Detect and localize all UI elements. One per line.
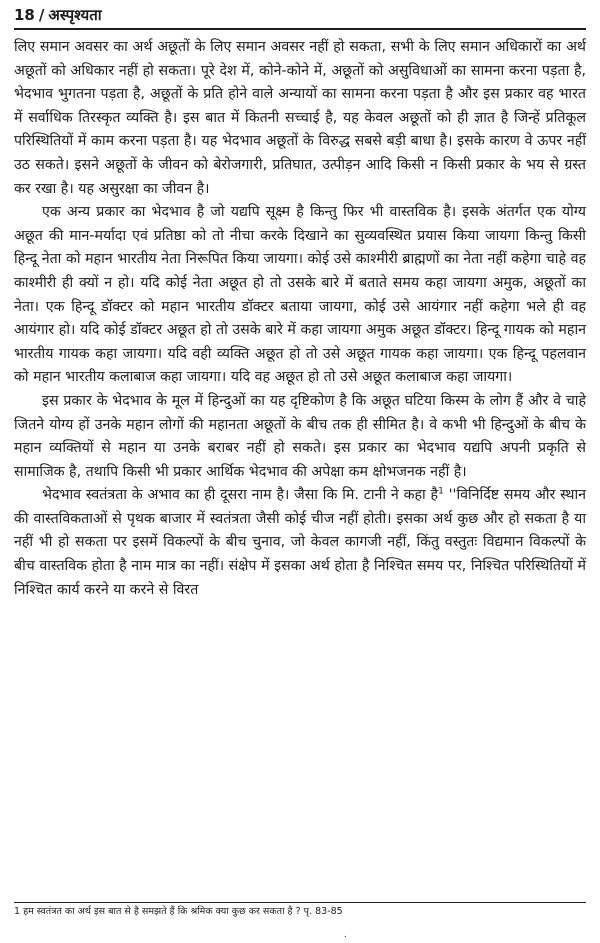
running-title: अस्पृश्यता bbox=[48, 6, 102, 24]
header-rule bbox=[14, 28, 586, 30]
footnote-rule bbox=[14, 902, 586, 903]
paragraph-4 bbox=[14, 484, 586, 602]
running-head bbox=[14, 4, 586, 26]
page-mark: . bbox=[344, 930, 347, 940]
body-text bbox=[14, 36, 586, 602]
header-separator: / bbox=[38, 6, 45, 24]
paragraph-1: लिए समान अवसर का अर्थ अछूतों के लिए समान अवसर नहीं हो सकता, सभी के लिए समान अधिकारों का अर्थ अछूतों को अधिकार नहीं हो सकता। पूरे देश में, कोने-कोने में, अछूतों को असुविधाओं का सामना करना पड़ता है, भेदभाव भुगतना पड़ता है, अछूतों के प्रति होने वाले अन्यायों का सामना करना पड़ता है और इस प्रकार वह भारत में सर्वाधिक तिरस्कृत व्यक्ति है। इस बात में कितनी सच्चाई है, यह केवल अछूतों को ही ज्ञात है जिन्हें प्रतिकूल परिस्थितियों में काम करना पड़ता है। यह भेदभाव अछूतों के विरुद्ध सबसे बड़ी बाधा है। इसके कारण वे ऊपर नहीं उठ सकते। इसने अछूतों के जीवन को बेरोजगारी, प्रतिघात, उत्पीड़न आदि किसी न किसी प्रकार के भय से ग्रस्त कर रखा है। यह असुरक्षा का जीवन है। bbox=[14, 39, 586, 197]
paragraph-3: इस प्रकार के भेदभाव के मूल में हिन्दुओं का यह दृष्टिकोण है कि अछूत घटिया किस्म के लोग हैं और वे चाहे जितने योग्य हों उनके महान लोगों की महानता अछूतों के बीच तक ही सीमित है। वे कभी भी हिन्दुओं के बीच के महान व्यक्तियों से महान या उनके बराबर नहीं हो सकते। इस प्रकार का भेदभाव यद्यपि अपनी प्रकृति से सामाजिक है, तथापि किसी भी प्रकार आर्थिक भेदभाव की अपेक्षा कम क्षोभजनक नहीं है। bbox=[14, 392, 586, 480]
paragraph-4-start: भेदभाव स्वतंत्रता के अभाव का ही दूसरा नाम है। जैसा कि मि. टानी ने कहा है bbox=[42, 487, 439, 504]
paragraph-2: एक अन्य प्रकार का भेदभाव है जो यद्यपि सूक्ष्म है किन्तु फिर भी वास्तविक है। इसके अंतर्गत एक योग्य अछूत की मान-मर्यादा एवं प्रतिष्ठा को तो नीचा करके दिखाने का सुव्यवस्थित प्रयास किया जायगा किन्तु किसी हिन्दू नेता को महान भारतीय नेता निरूपित किया जायगा। कोई उसे काश्मीरी ब्राह्मणों का नेता नहीं कहेगा चाहे वह काश्मीरी ही क्यों न हो। यदि कोई नेता अछूत हो तो उसके बारे में बताते समय कहा जायगा अमुक, अछूतों का नेता। एक हिन्दू डॉक्टर को महान भारतीय डॉक्टर बताया जायगा, कोई उसे आयंगार नहीं कहेगा भले ही वह आयंगार हो। यदि कोई डॉक्टर अछूत हो तो उसके बारे में कहा जायगा अमुक अछूत डॉक्टर। हिन्दू गायक को महान भारतीय गायक कहा जायगा। यदि वही व्यक्ति अछूत हो तो उसे अछूत गायक कहा जायगा। एक हिन्दू पहलवान को महान भारतीय कलाबाज कहा जायगा। यदि वह अछूत हो तो उसे अछूत कलाबाज कहा जायगा। bbox=[14, 204, 586, 386]
footnote: 1 हम स्वतंत्रत का अर्थ इस बात से है समझते हैं कि श्रमिक क्या कुछ कर सकता है ? पृ. 83-85 bbox=[14, 906, 343, 917]
page-number: 18 bbox=[14, 6, 35, 24]
footnote-reference: 1 bbox=[438, 486, 444, 497]
paragraph-4-quote: ''विनिर्दिष्ट समय और स्थान की वास्तविकताओं से पृथक बाजार में स्वतंत्रता जैसी कोई चीज नहीं होती। इसका अर्थ कुछ और हो सकता है या नहीं भी हो सकता पर इसमें विकल्पों के बीच चुनाव, जो केवल कागजी नहीं, किंतु वस्तुतः विद्यमान विकल्पों के बीच वास्तविक होता है नाम मात्र का नहीं। संक्षेप में इसका अर्थ होता है निश्चित समय पर, निश्चित परिस्थितियों में निश्चित कार्य करने या करने से विरत bbox=[14, 487, 587, 598]
